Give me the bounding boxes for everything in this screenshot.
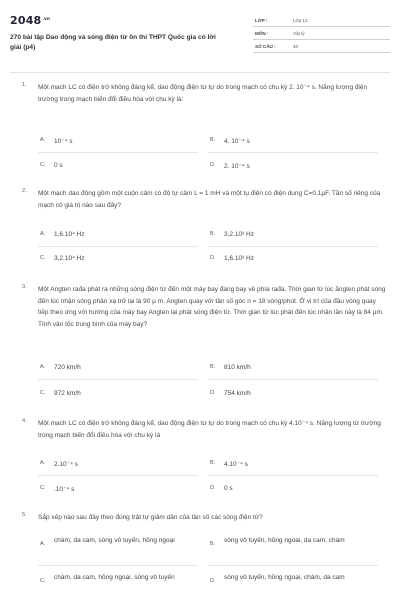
meta-key: MÔN : — [255, 31, 269, 36]
option-text: 1,6.10³ Hz — [224, 255, 254, 262]
option-letter: A. — [40, 460, 46, 466]
option-letter: A. — [40, 137, 46, 143]
option-text: 972 km/h — [54, 390, 81, 397]
option-text: 754 km/h — [224, 390, 251, 397]
option-letter: B. — [210, 541, 216, 547]
option-divider — [38, 475, 198, 476]
option-text: 0 s — [54, 162, 63, 169]
option-divider — [208, 379, 378, 380]
meta-value: Vật lý — [293, 31, 305, 36]
option-letter: A. — [40, 231, 46, 237]
option-divider — [38, 246, 198, 247]
option-divider — [38, 565, 198, 566]
option-text: 3,2.10⁴ Hz — [54, 255, 85, 262]
option-divider — [208, 475, 378, 476]
question-5 — [22, 512, 390, 598]
meta-row-class — [253, 14, 390, 27]
question-number: 4. — [22, 418, 27, 424]
question-3 — [22, 284, 390, 404]
question-4 — [22, 418, 390, 498]
option-divider — [208, 246, 378, 247]
question-number: 2. — [22, 188, 27, 194]
option-letter: C. — [40, 390, 46, 396]
option-text: 1,6.10⁴ Hz — [54, 231, 85, 238]
meta-value: Lớp 12 — [293, 18, 308, 23]
option-letter: C. — [40, 578, 46, 584]
option-text: chàm, da cam, sóng vô tuyến, hồng ngoại — [54, 537, 175, 544]
document-title: 270 bài tập Dao động và sóng điện từ ôn thi THPT Quốc gia có lời giải (p4) — [10, 34, 216, 51]
option-letter: B. — [210, 460, 216, 466]
option-divider — [208, 565, 378, 566]
option-text: 3,2.10³ Hz — [224, 231, 254, 238]
question-text: Một Angten rađa phát ra những sóng điện từ đến một máy bay đang bay về phía rađa. Thời gian từ lúc ăngten phát sóng đến lúc nhận sóng phản xạ trở lại là 90 μ m. Angten quay với tần số góc n = 18 vòng/phút. Ở vị trí của đầu vòng quay tiếp theo ứng với hướng của máy bay Angten lại phát sóng điện từ. Thời gian từ lúc phát đến lúc nhận lần này là 84 μm. Tính vận tốc trung bình của máy bay? — [38, 286, 386, 328]
option-text: .10⁻⁴ s — [54, 486, 75, 493]
option-divider — [38, 152, 198, 153]
meta-value: 40 — [293, 44, 299, 49]
meta-key: LỚP : — [255, 18, 268, 23]
option-text: 2.10⁻⁴ s — [54, 461, 78, 468]
option-text: 10⁻⁴ s — [54, 138, 73, 145]
logo-text: 2048 — [10, 14, 42, 27]
question-number: 5. — [22, 512, 27, 518]
question-text: Một mạch dao động gồm một cuộn cảm có độ tự cảm L = 1 mH và một tụ điện có điện dung C=0,1μF. Tần số riêng của mạch có giá trị nào sau đây? — [38, 190, 381, 209]
option-text: 720 km/h — [54, 364, 81, 371]
option-letter: C. — [40, 255, 46, 261]
option-letter: A. — [40, 541, 46, 547]
option-letter: B. — [210, 231, 216, 237]
option-divider — [208, 152, 378, 153]
question-1 — [22, 82, 390, 177]
question-2 — [22, 188, 390, 268]
option-letter: C. — [40, 162, 46, 168]
question-number: 3. — [22, 284, 27, 290]
option-letter: B. — [210, 137, 216, 143]
option-text: 4. 10⁻⁴ s — [224, 138, 250, 145]
option-letter: D. — [210, 578, 216, 584]
option-text: 4.10⁻⁴ s — [224, 461, 248, 468]
option-letter: D. — [210, 485, 216, 491]
meta-row-count — [253, 40, 390, 53]
question-number: 1. — [22, 82, 27, 88]
page-header — [10, 14, 390, 64]
option-letter: D. — [210, 162, 216, 168]
question-text: Một mạch LC có điện trở không đáng kể, dao động điện từ tự do trong mạch có chu kỳ 4.10⁻⁴ s. Năng lượng từ trường trong mạch biến đổi điều hòa với chu kỳ là — [38, 420, 381, 439]
option-text: chàm, da cam, hồng ngoại, sóng vô tuyến — [54, 574, 175, 581]
option-text: 2. 10⁻⁴ s — [224, 163, 250, 170]
header-divider — [10, 72, 390, 73]
option-text: sóng vô tuyến, hồng ngoại, chàm, da cam — [224, 574, 345, 581]
option-divider — [38, 379, 198, 380]
option-letter: D. — [210, 255, 216, 261]
question-text: Sắp xếp nào sau đây theo đúng trật tự giảm dần của tần số các sóng điện từ? — [38, 514, 263, 521]
option-text: 810 km/h — [224, 364, 251, 371]
option-text: sóng vô tuyến, hồng ngoại, da cam, chàm — [224, 537, 345, 544]
option-letter: B. — [210, 364, 216, 370]
meta-table — [253, 14, 390, 53]
site-logo[interactable] — [10, 14, 50, 27]
meta-row-subject — [253, 27, 390, 40]
logo-suffix: .vn — [42, 16, 50, 21]
question-text: Một mạch LC có điện trở không đáng kể, dao động điện từ tự do trong mạch có chu kỳ 2. 10⁻⁴ s. Năng lượng điện trường trong mạch biến đổi điều hòa với chu kỳ là: — [38, 84, 368, 103]
meta-key: SỐ CÂU : — [255, 44, 276, 49]
option-letter: A. — [40, 364, 46, 370]
option-letter: C. — [40, 485, 46, 491]
option-letter: D. — [210, 390, 216, 396]
option-text: 0 s — [224, 485, 233, 492]
